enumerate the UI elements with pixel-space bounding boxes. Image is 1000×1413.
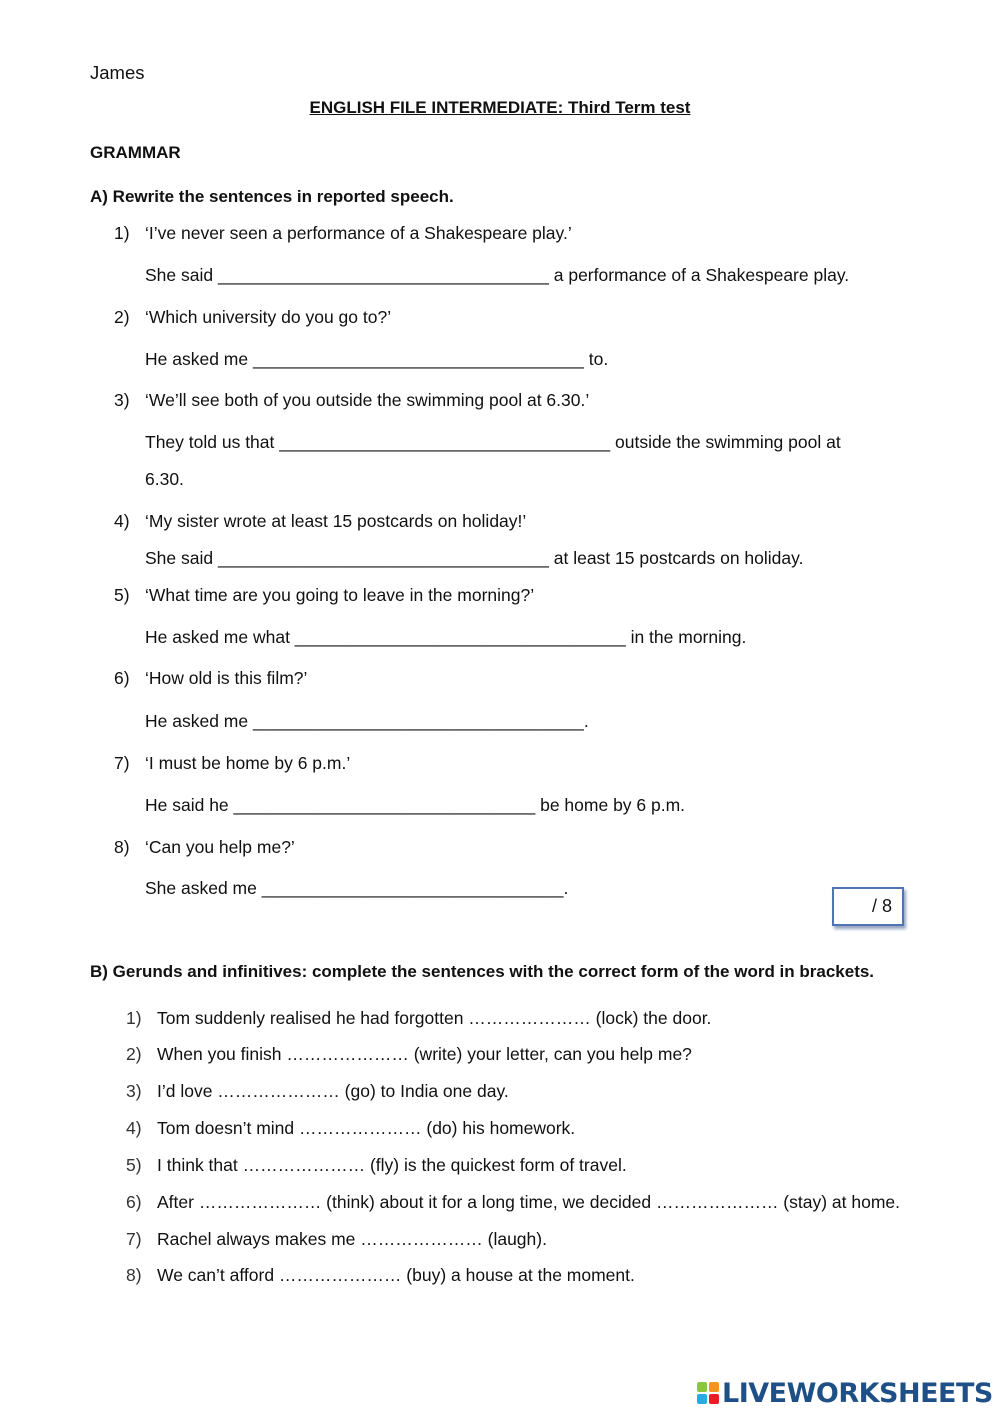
item-number: 5) bbox=[114, 585, 130, 605]
item-number: 1) bbox=[126, 1008, 142, 1028]
logo-mark-icon bbox=[697, 1382, 719, 1404]
answer-line[interactable]: She said __________________________________ a performance of a Shakespeare play. bbox=[145, 265, 850, 285]
item-number: 7) bbox=[126, 1229, 142, 1249]
sentence-text[interactable]: I think that ………………… (fly) is the quickest form of travel. bbox=[157, 1155, 627, 1175]
sentence-text[interactable]: I’d love ………………… (go) to India one day. bbox=[157, 1081, 509, 1101]
answer-line[interactable]: She asked me _______________________________. bbox=[145, 878, 569, 898]
sentence-text[interactable]: Tom doesn’t mind ………………… (do) his homework. bbox=[157, 1118, 576, 1138]
section-grammar-heading: GRAMMAR bbox=[90, 143, 181, 162]
item-number: 6) bbox=[126, 1192, 142, 1212]
score-text: / 8 bbox=[871, 896, 892, 916]
section-a-heading: A) Rewrite the sentences in reported speech. bbox=[90, 187, 454, 206]
answer-line[interactable]: He asked me __________________________________ to. bbox=[145, 349, 609, 369]
answer-line[interactable]: They told us that __________________________________ outside the swimming pool at bbox=[145, 432, 841, 452]
score-box bbox=[832, 887, 904, 926]
quote-text: ‘We’ll see both of you outside the swimming pool at 6.30.’ bbox=[145, 390, 590, 410]
item-number: 6) bbox=[114, 668, 130, 688]
answer-line[interactable]: He said he _______________________________ be home by 6 p.m. bbox=[145, 795, 686, 815]
liveworksheets-logo[interactable] bbox=[697, 1376, 993, 1410]
logo-square-icon bbox=[697, 1382, 707, 1392]
item-number: 2) bbox=[126, 1044, 142, 1064]
item-number: 3) bbox=[126, 1081, 142, 1101]
quote-text: ‘How old is this film?’ bbox=[145, 668, 308, 688]
answer-line[interactable]: He asked me __________________________________. bbox=[145, 711, 589, 731]
item-number: 8) bbox=[114, 837, 130, 857]
item-number: 8) bbox=[126, 1265, 142, 1285]
sentence-text[interactable]: We can’t afford ………………… (buy) a house at the moment. bbox=[157, 1265, 635, 1285]
sentence-text[interactable]: When you finish ………………… (write) your letter, can you help me? bbox=[157, 1044, 692, 1064]
item-number: 4) bbox=[126, 1118, 142, 1138]
logo-square-icon bbox=[709, 1382, 719, 1392]
item-number: 4) bbox=[114, 511, 130, 531]
logo-square-icon bbox=[697, 1394, 707, 1404]
item-number: 1) bbox=[114, 223, 130, 243]
sentence-text[interactable]: Tom suddenly realised he had forgotten ………………… (lock) the door. bbox=[157, 1008, 712, 1028]
quote-text: ‘What time are you going to leave in the morning?’ bbox=[145, 585, 535, 605]
item-number: 2) bbox=[114, 307, 130, 327]
quote-text: ‘Can you help me?’ bbox=[145, 837, 295, 857]
answer-line[interactable]: She said __________________________________ at least 15 postcards on holiday. bbox=[145, 548, 804, 568]
item-number: 3) bbox=[114, 390, 130, 410]
answer-line-continued: 6.30. bbox=[145, 469, 184, 489]
logo-square-icon bbox=[709, 1394, 719, 1404]
quote-text: ‘I must be home by 6 p.m.’ bbox=[145, 753, 351, 773]
quote-text: ‘Which university do you go to?’ bbox=[145, 307, 392, 327]
logo-text: LIVEWORKSHEETS bbox=[722, 1377, 993, 1409]
section-b-heading: B) Gerunds and infinitives: complete the sentences with the correct form of the word in brackets. bbox=[90, 962, 875, 981]
answer-line[interactable]: He asked me what __________________________________ in the morning. bbox=[145, 627, 747, 647]
sentence-text[interactable]: Rachel always makes me ………………… (laugh). bbox=[157, 1229, 547, 1249]
quote-text: ‘My sister wrote at least 15 postcards on holiday!’ bbox=[145, 511, 527, 531]
item-number: 5) bbox=[126, 1155, 142, 1175]
sentence-text[interactable]: After ………………… (think) about it for a long time, we decided ………………… (stay) at home. bbox=[157, 1192, 901, 1212]
student-name: James bbox=[90, 62, 145, 83]
quote-text: ‘I’ve never seen a performance of a Shakespeare play.’ bbox=[145, 223, 572, 243]
page-title: ENGLISH FILE INTERMEDIATE: Third Term test bbox=[309, 98, 691, 117]
item-number: 7) bbox=[114, 753, 130, 773]
